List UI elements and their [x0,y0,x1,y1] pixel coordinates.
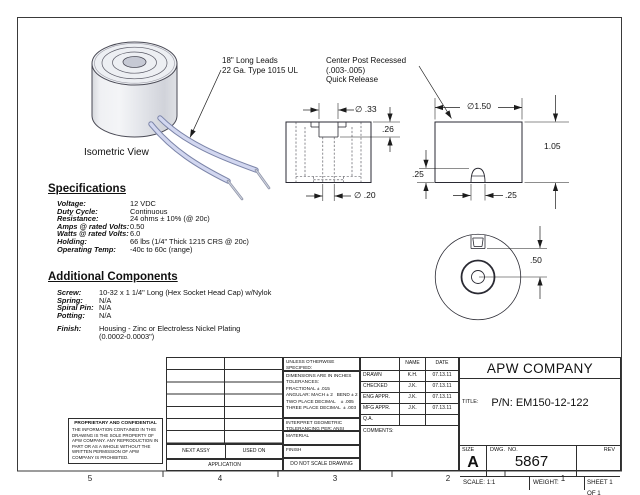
drawing-number: 5867 [514,452,549,470]
used-on-label: USED ON [242,448,266,454]
proprietary-heading: PROPRIETARY AND CONFIDENTIAL [74,421,157,426]
spec-row: Resistance: 24 ohms ± 10% (@ 20c) [57,214,210,224]
part-number: P/N: EM150-12-122 [491,397,589,409]
dim-hole-dia: ∅ .20 [354,190,376,200]
finish-row: Finish: Housing - Zinc or Electroless Nickel Plating (0.0002-0.0003") [57,324,241,341]
next-assy-label: NEXT ASSY [167,445,226,458]
unless-otherwise-cell: UNLESS OTHERWISE SPECIFIED: [283,357,360,371]
spec-row: Amps @ rated Volts: 0.50 [57,221,145,231]
component-row: Spring: N/A [57,295,112,305]
specifications-heading: Specifications [48,183,126,195]
sheet-size: A [467,453,479,471]
approval-row-mfg: MFG APPR. J.K. 07.13.11 [361,404,458,415]
do-not-scale-cell: DO NOT SCALE DRAWING [283,458,360,471]
spec-row: Holding: 66 lbs (1/4" Thick 1215 CRS @ 20c) [57,236,249,246]
spec-row: Duty Cycle: Continuous [57,206,168,216]
sheet-cell: SHEET 1 OF 1 [584,477,620,490]
size-cell: SIZE A [460,446,486,476]
hidden-lines [296,122,361,183]
leads-note [222,56,298,75]
zone-number-4: 4 [217,474,223,483]
component-row: Potting: N/A [57,310,112,320]
dim-recess-dia: ∅ .33 [355,104,377,114]
scale-cell: SCALE: 1:1 [463,479,496,486]
approval-row-eng: ENG APPR. J.K. 07.13.11 [361,393,458,404]
comments-cell: COMMENTS: [363,428,394,434]
spec-row: Watts @ rated Volts: 6.0 [57,229,141,239]
title-block-right [459,357,621,495]
zone-number-1: 1 [560,474,566,483]
material-cell: MATERIAL [283,431,360,445]
leads-note-leader [190,70,221,138]
finish-cell: FINISH [283,445,360,458]
application-header-row [166,444,283,459]
zone-number-5: 5 [87,474,93,483]
dim-recess-depth: .26 [382,124,394,134]
application-row: APPLICATION [166,459,283,471]
lead-exit-notch [471,235,485,248]
dim-post-width: .25 [505,190,517,200]
additional-components-heading: Additional Components [48,271,178,283]
approval-row-qa: Q.A. [361,415,458,426]
component-row: Spiral Pin: N/A [57,303,112,313]
specifications-list [57,200,249,253]
zone-number-2: 2 [445,474,451,483]
dwg-no-cell: DWG. NO. 5867 [486,446,576,476]
center-hole [123,57,146,68]
approvals-table [360,357,459,471]
finish-label: Finish: [57,324,82,333]
title-cell [460,397,620,446]
weight-cell: WEIGHT: [529,477,584,490]
leads-note-line2: 22 Ga. Type 1015 UL [222,65,298,75]
interpret-cell: INTERPRET GEOMETRIC TOLERANCING PER: ANSI [283,418,360,431]
title-label: TITLE: [462,399,479,405]
dim-body-height: 1.05 [544,141,561,151]
spec-row: Operating Temp: -40c to 60c (range) [57,244,193,254]
lead-wires [151,118,269,199]
center-post-note: Center Post Recessed (.003-.005) Quick Release [326,56,407,85]
leads-note-line1: 18" Long Leads [222,56,278,65]
center-post-dome [471,168,485,182]
dim-lead-offset: .50 [530,255,542,265]
application-grid [166,357,283,444]
company-name: APW COMPANY [460,358,620,379]
approval-row-checked: CHECKED J.K. 07.13.11 [361,382,458,393]
zone-number-3: 3 [332,474,338,483]
dim-body-dia: ∅1.50 [460,101,498,111]
approval-row-drawn: DRAWN K.H. 07.13.11 [361,371,458,382]
tolerances-cell: DIMENSIONS ARE IN INCHES TOLERANCES: FRACTIONAL ± .015 ANGULAR: MACH ± 2 BEND ± 2 TWO PLACE DECIMAL ± .005 THREE PLACE DECIMAL ± .003 [283,371,360,418]
isometric-view-label: Isometric View [84,147,149,158]
proprietary-note [68,418,163,464]
proprietary-body: THE INFORMATION CONTAINED IN THIS DRAWING IS THE SOLE PROPERTY OF APW COMPANY. ANY REPRODUCTION IN PART OR AS A WHOLE WITHOUT THE WRITTEN PERMISSION OF APW COMPANY IS PROHIBITED. [72,427,159,460]
component-row: Screw: 10-32 x 1 1/4" Long (Hex Socket Head Cap) w/Nylok [57,288,272,297]
dim-post-height: .25 [412,169,424,179]
additional-components-list [57,289,271,319]
section-view-drawing [286,122,371,183]
side-view-drawing [435,122,522,183]
rev-cell: REV [576,446,620,476]
spec-row: Voltage: 12 VDC [57,199,156,208]
approvals-header-row: NAME DATE [361,358,458,371]
